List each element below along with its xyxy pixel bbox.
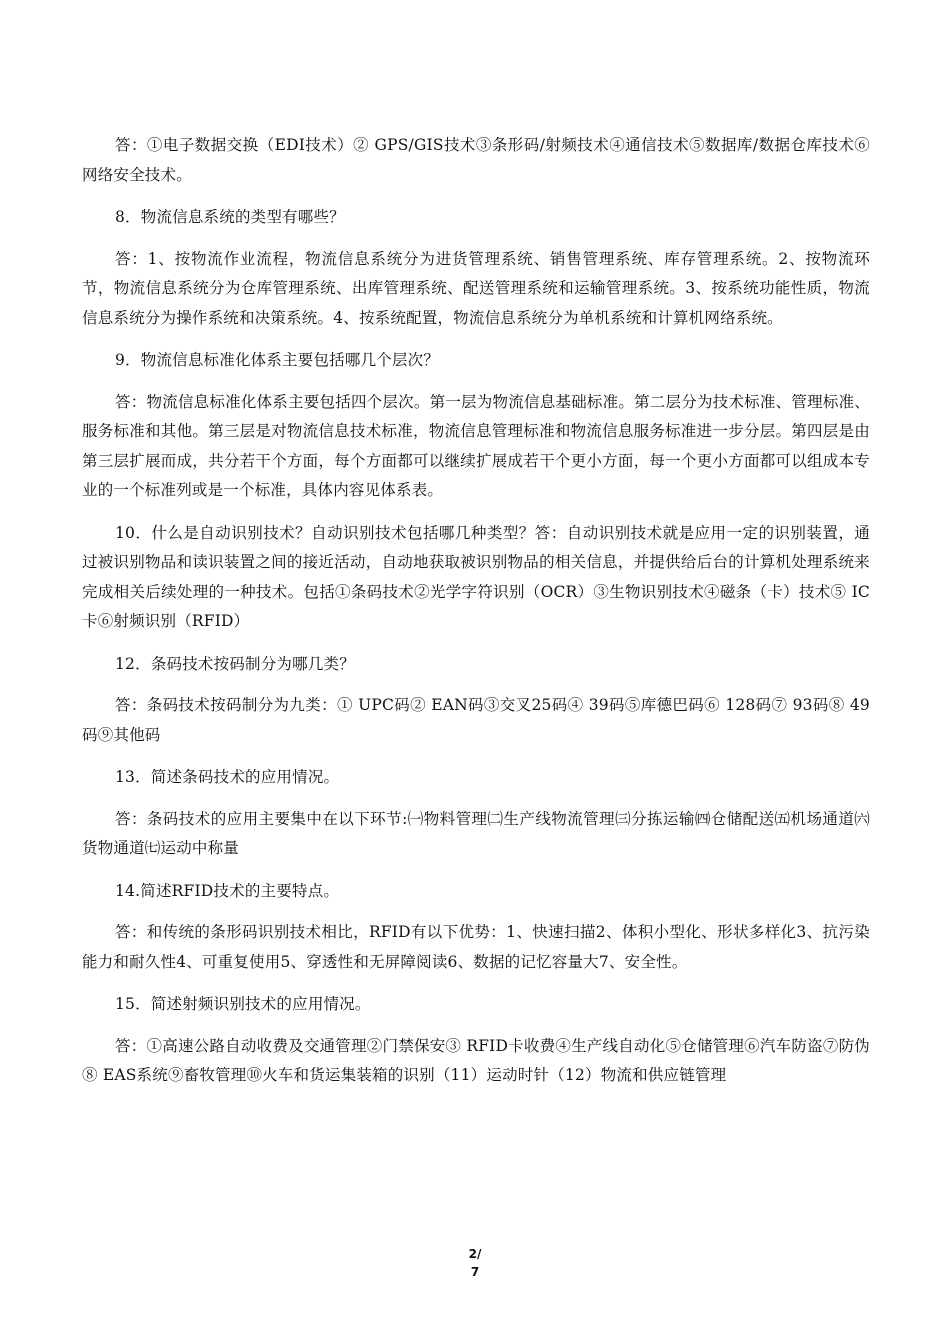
answer-paragraph: 答：1、按物流作业流程，物流信息系统分为进货管理系统、销售管理系统、库存管理系统。2、按物流环节，物流信息系统分为仓库管理系统、出库管理系统、配送管理系统和运输管理系统。3、按系统功能性质，物流信息系统分为操作系统和决策系统。4、按系统配置，物流信息系统分为单机系统和计算机网络系统。 bbox=[82, 249, 870, 327]
question-heading: 14.简述RFID技术的主要特点。 bbox=[115, 881, 340, 900]
page-number-total: 7 bbox=[470, 1265, 480, 1279]
question-heading: 9．物流信息标准化体系主要包括哪几个层次？ bbox=[115, 351, 440, 369]
question-heading: 8．物流信息系统的类型有哪些？ bbox=[115, 208, 345, 226]
answer-paragraph: 答：①高速公路自动收费及交通管理②门禁保安③ RFID卡收费④生产线自动化⑤仓储管理⑥汽车防盗⑦防伪⑧ EAS系统⑨畜牧管理⑩火车和货运集装箱的识别（11）运动时针（12）物流和供应链管理 bbox=[82, 1036, 870, 1084]
answer-paragraph: 答：①电子数据交换（EDI技术）② GPS/GIS技术③条形码/射频技术④通信技术⑤数据库/数据仓库技术⑥网络安全技术。 bbox=[82, 136, 870, 184]
page-number bbox=[0, 1245, 950, 1281]
answer-paragraph: 答：和传统的条形码识别技术相比，RFID有以下优势：1、快速扫描2、体积小型化、形状多样化3、抗污染能力和耐久性4、可重复使用5、穿透性和无屏障阅读6、数据的记忆容量大7、安全性。 bbox=[82, 923, 870, 971]
question-heading: 13．简述条码技术的应用情况。 bbox=[115, 768, 340, 786]
question-answer-paragraph: 10．什么是自动识别技术？自动识别技术包括哪几种类型？答：自动识别技术就是应用一定的识别装置，通过被识别物品和读识装置之间的接近活动，自动地获取被识别物品的相关信息，并提供给后台的计算机处理系统来完成相关后续处理的一种技术。包括①条码技术②光学字符识别（OCR）③生物识别技术④磁条（卡）技术⑤ IC卡⑥射频识别（RFID） bbox=[82, 523, 870, 630]
page-number-current: 2/ bbox=[468, 1247, 482, 1261]
document-body bbox=[82, 131, 870, 1104]
answer-paragraph: 答：物流信息标准化体系主要包括四个层次。第一层为物流信息基础标准。第二层分为技术标准、管理标准、服务标准和其他。第三层是对物流信息技术标准，物流信息管理标准和物流信息服务标准进一步分层。第四层是由第三层扩展而成，共分若干个方面，每个方面都可以继续扩展成若干个更小方面，每一个更小方面都可以组成本专业的一个标准列或是一个标准，具体内容见体系表。 bbox=[82, 392, 870, 499]
question-heading: 15．简述射频识别技术的应用情况。 bbox=[115, 995, 371, 1013]
question-heading: 12．条码技术按码制分为哪几类？ bbox=[115, 654, 355, 673]
answer-paragraph: 答：条码技术按码制分为九类：① UPC码② EAN码③交叉25码④ 39码⑤库德巴码⑥ 128码⑦ 93码⑧ 49码⑨其他码 bbox=[82, 696, 870, 744]
answer-paragraph: 答：条码技术的应用主要集中在以下环节:㈠物料管理㈡生产线物流管理㈢分拣运输㈣仓储配送㈤机场通道㈥货物通道㈦运动中称量 bbox=[82, 809, 870, 857]
